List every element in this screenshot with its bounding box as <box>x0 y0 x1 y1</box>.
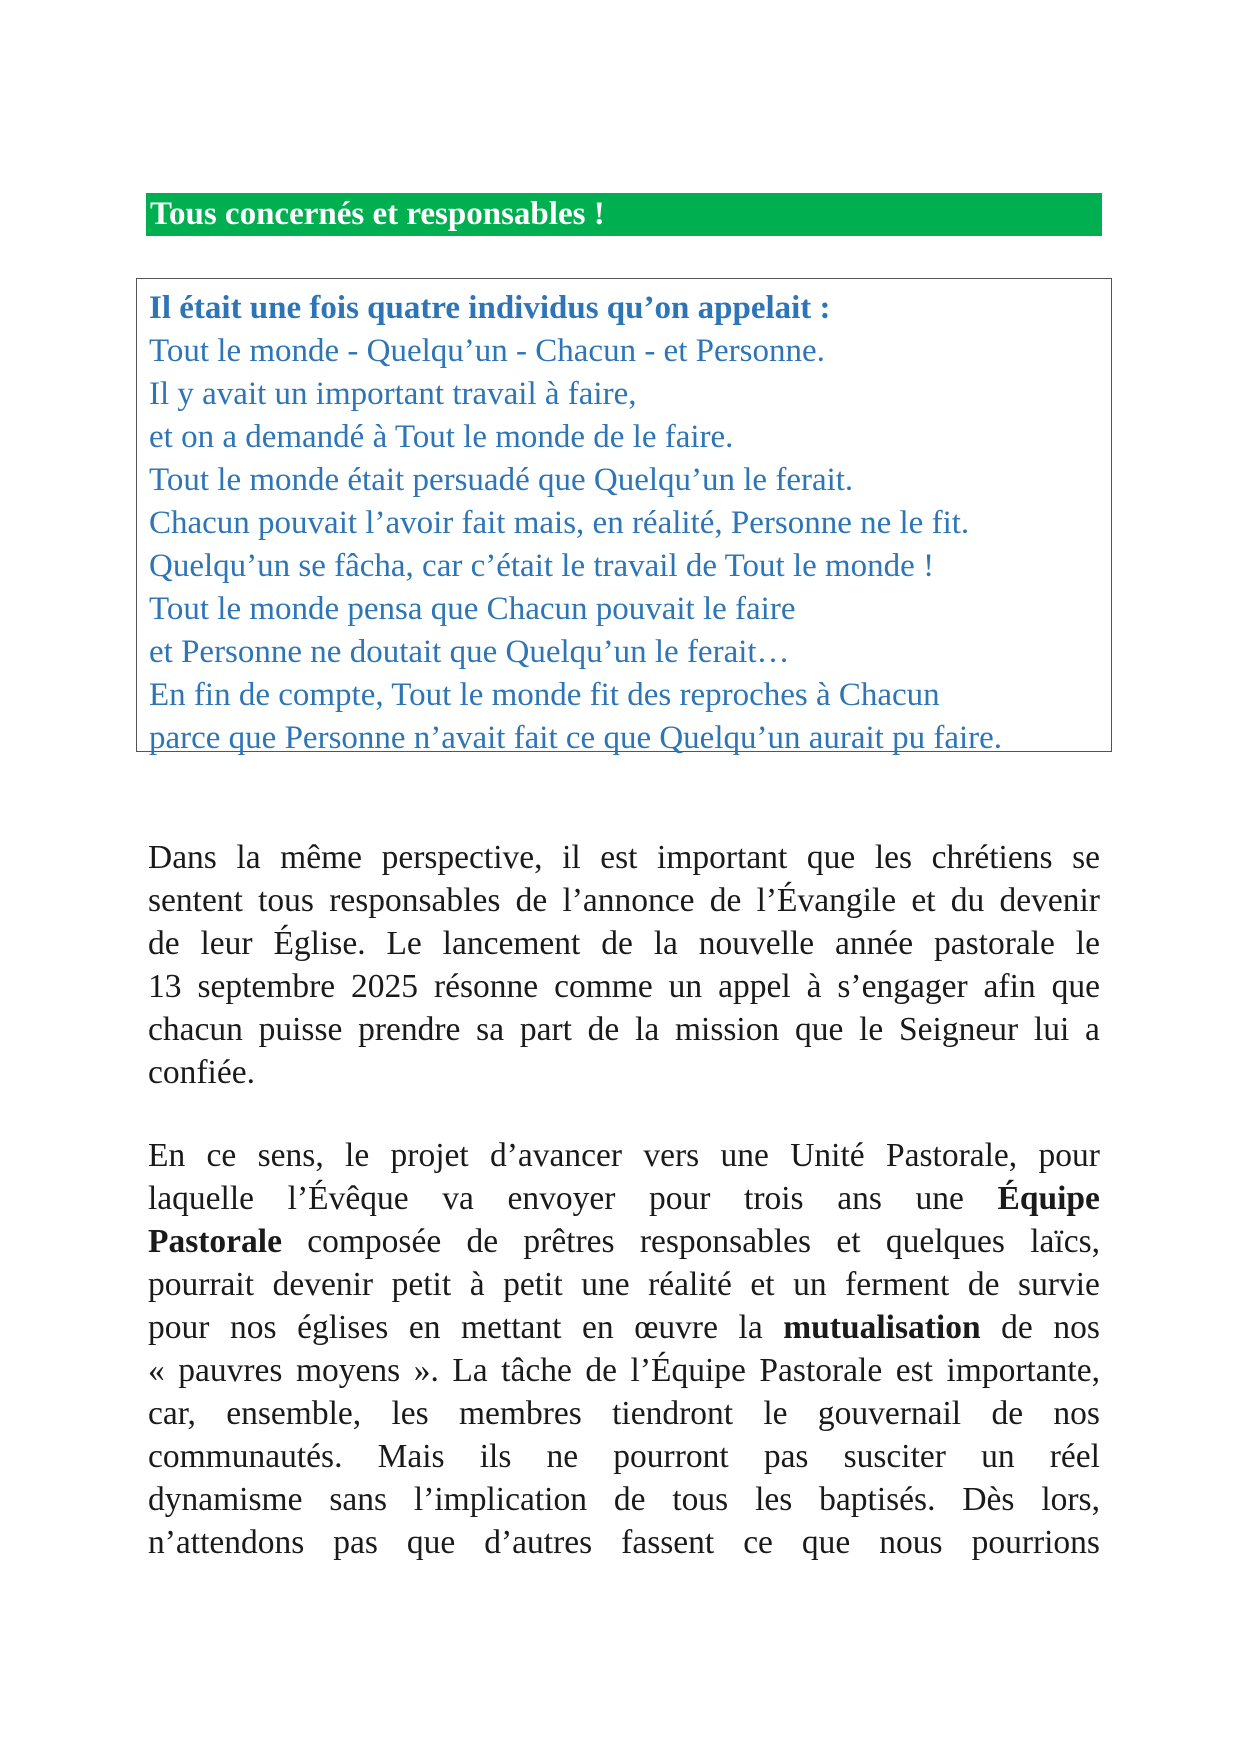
word: ans <box>837 1180 882 1217</box>
word: réalité <box>648 1266 732 1303</box>
word: La <box>452 1352 488 1389</box>
word: En <box>148 1137 186 1174</box>
word: part <box>519 1011 572 1048</box>
story-line: Tout le monde était persuadé que Quelqu’un le ferait. <box>149 462 854 498</box>
word: laquelle <box>148 1180 255 1217</box>
word: les <box>391 1395 429 1432</box>
story-line: et Personne ne doutait que Quelqu’un le ferait… <box>149 634 790 670</box>
word: une <box>915 1180 964 1217</box>
bold-term: Équipe <box>997 1180 1100 1217</box>
word: ensemble, <box>226 1395 362 1432</box>
word: à <box>806 968 822 1005</box>
paragraph-line <box>148 879 1100 922</box>
word: importante, <box>946 1352 1100 1389</box>
word: mettant <box>461 1309 562 1346</box>
word: chrétiens <box>931 839 1053 876</box>
word: que <box>794 1011 844 1048</box>
word: lancement <box>442 925 581 962</box>
story-line: parce que Personne n’avait fait ce que Quelqu’un aurait pu faire. <box>149 720 1003 756</box>
word: baptisés. <box>819 1481 936 1518</box>
story-line: Tout le monde pensa que Chacun pouvait le faire <box>149 591 796 627</box>
word: trois <box>744 1180 804 1217</box>
word: Dans <box>148 839 217 876</box>
word: moyens <box>295 1352 401 1389</box>
word: septembre <box>197 968 336 1005</box>
word: pauvres <box>178 1352 283 1389</box>
word: les <box>874 839 913 876</box>
story-line: et on a demandé à Tout le monde de le faire. <box>149 419 734 455</box>
word: chacun <box>148 1011 243 1048</box>
word: susciter <box>843 1438 946 1475</box>
word: est <box>600 839 638 876</box>
word: Pastorale <box>759 1352 883 1389</box>
paragraph-line <box>148 836 1100 879</box>
word: pourrait <box>148 1266 255 1303</box>
word: de <box>967 1266 1000 1303</box>
word: l’implication <box>413 1481 587 1518</box>
word: ne <box>546 1438 579 1475</box>
word: nous <box>879 1524 943 1561</box>
section-title: Tous concernés et responsables ! <box>150 196 605 232</box>
word: communautés. <box>148 1438 343 1475</box>
word: de <box>466 1223 499 1260</box>
paragraph-line <box>148 1263 1100 1306</box>
word: nouvelle <box>698 925 815 962</box>
word: une <box>581 1266 630 1303</box>
word: devenir <box>272 1266 374 1303</box>
word: églises <box>297 1309 389 1346</box>
word: le <box>345 1137 370 1174</box>
paragraph-line <box>148 1177 1100 1220</box>
word: que <box>1051 968 1100 1005</box>
word: projet <box>390 1137 469 1174</box>
word: un <box>793 1266 827 1303</box>
word: le <box>763 1395 788 1432</box>
bold-term: Pastorale <box>148 1223 282 1260</box>
paragraph-line <box>148 1008 1100 1051</box>
word: que <box>406 1524 456 1561</box>
word: ce <box>743 1524 773 1561</box>
word: n’attendons <box>148 1524 305 1561</box>
word: pastorale <box>933 925 1055 962</box>
word: de <box>585 1352 618 1389</box>
word: œuvre <box>634 1309 718 1346</box>
story-line: En fin de compte, Tout le monde fit des reproches à Chacun <box>149 677 940 713</box>
word: petit <box>391 1266 452 1303</box>
word: de <box>148 925 180 962</box>
story-heading: Il était une fois quatre individus qu’on appelait : <box>149 290 831 326</box>
paragraph-line <box>148 1521 1100 1564</box>
word: mission <box>674 1011 780 1048</box>
story-line: Tout le monde - Quelqu’un - Chacun - et Personne. <box>149 333 825 369</box>
word: ils <box>479 1438 512 1475</box>
word: et <box>750 1266 775 1303</box>
word: gouvernail <box>817 1395 962 1432</box>
word: prêtres <box>523 1223 615 1260</box>
paragraph-line <box>148 1220 1100 1263</box>
word: est <box>895 1352 933 1389</box>
word: 13 <box>148 968 182 1005</box>
section-title-bar <box>146 193 1102 236</box>
word: que <box>806 839 856 876</box>
word: pour <box>1038 1137 1100 1174</box>
word: lors, <box>1041 1481 1100 1518</box>
word: la <box>653 925 678 962</box>
word: de <box>991 1395 1024 1432</box>
paragraph-line <box>148 1478 1100 1521</box>
word: les <box>755 1481 793 1518</box>
word: l’annonce <box>562 882 695 919</box>
word: de <box>601 925 633 962</box>
word: que <box>801 1524 851 1561</box>
word: un <box>668 968 703 1005</box>
word: de <box>613 1481 646 1518</box>
word: quelques <box>885 1223 1005 1260</box>
paragraph-line <box>148 1435 1100 1478</box>
word: afin <box>983 968 1036 1005</box>
word: tous <box>672 1481 729 1518</box>
word: d’autres <box>484 1524 593 1561</box>
paragraph-line <box>148 1134 1100 1177</box>
word: petit <box>503 1266 563 1303</box>
word: à <box>469 1266 485 1303</box>
word: en <box>408 1309 441 1346</box>
word: perspective, <box>381 839 543 876</box>
paragraph-2 <box>148 1134 1100 1564</box>
word: composée <box>307 1223 442 1260</box>
word: et <box>836 1223 861 1260</box>
word: sens, <box>257 1137 324 1174</box>
word: survie <box>1018 1266 1100 1303</box>
word: Pastorale, <box>886 1137 1018 1174</box>
word: l’Équipe <box>630 1352 746 1389</box>
paragraph-line <box>148 1392 1100 1435</box>
word: nos <box>229 1309 277 1346</box>
word: tiendront <box>612 1395 734 1432</box>
word: appel <box>718 968 791 1005</box>
story-line: Quelqu’un se fâcha, car c’était le travail de Tout le monde ! <box>149 548 935 584</box>
paragraph-line <box>148 922 1100 965</box>
word: pourront <box>613 1438 729 1475</box>
story-line: Il y avait un important travail à faire, <box>149 376 637 412</box>
word: va <box>442 1180 474 1217</box>
word: le <box>859 1011 884 1048</box>
word: la <box>635 1011 660 1048</box>
word: 2025 <box>351 968 419 1005</box>
word: sentent <box>148 882 243 919</box>
word: important <box>657 839 788 876</box>
word: envoyer <box>507 1180 616 1217</box>
paragraph-line <box>148 1349 1100 1392</box>
word: la <box>236 839 261 876</box>
word: un <box>981 1438 1015 1475</box>
word: tâche <box>501 1352 572 1389</box>
word: sa <box>476 1011 505 1048</box>
word: Mais <box>377 1438 445 1475</box>
paragraph-1 <box>148 836 1100 1094</box>
word: pourrions <box>971 1524 1100 1561</box>
word: l’Évêque <box>287 1180 409 1217</box>
word: lui <box>1033 1011 1070 1048</box>
paragraph-line <box>148 1306 1100 1349</box>
word: car, <box>148 1395 196 1432</box>
word: Seigneur <box>899 1011 1019 1048</box>
word: Église. <box>273 925 366 962</box>
word: se <box>1072 839 1100 876</box>
word: l’Évangile <box>756 882 897 919</box>
word: s’engager <box>837 968 968 1005</box>
story-line: Chacun pouvait l’avoir fait mais, en réalité, Personne ne le fit. <box>149 505 970 541</box>
word: réel <box>1049 1438 1100 1475</box>
word: nos <box>1053 1309 1100 1346</box>
word: tous <box>258 882 314 919</box>
word: pour <box>148 1309 210 1346</box>
word: pas <box>333 1524 378 1561</box>
word: prendre <box>358 1011 461 1048</box>
story-box <box>136 278 1112 756</box>
word: pas <box>763 1438 809 1475</box>
word: année <box>835 925 914 962</box>
word: « <box>148 1352 165 1389</box>
word: et <box>911 882 936 919</box>
word: membres <box>458 1395 582 1432</box>
word: devenir <box>999 882 1100 919</box>
word: ferment <box>845 1266 950 1303</box>
word: dynamisme <box>148 1481 303 1518</box>
word: comme <box>554 968 653 1005</box>
word: du <box>950 882 985 919</box>
word: même <box>280 839 363 876</box>
paragraph-line: confiée. <box>148 1054 255 1091</box>
word: de <box>1001 1309 1033 1346</box>
word: il <box>562 839 581 876</box>
word: responsables <box>639 1223 812 1260</box>
word: vers <box>643 1137 700 1174</box>
word: responsables <box>329 882 501 919</box>
word: de <box>515 882 548 919</box>
word: d’avancer <box>490 1137 623 1174</box>
word: de <box>709 882 742 919</box>
word: le <box>1075 925 1100 962</box>
word: puisse <box>258 1011 343 1048</box>
word: sans <box>329 1481 388 1518</box>
word: en <box>582 1309 614 1346</box>
word: ». <box>413 1352 439 1389</box>
word: a <box>1085 1011 1100 1048</box>
word: nos <box>1053 1395 1100 1432</box>
word: laïcs, <box>1030 1223 1100 1260</box>
word: fassent <box>621 1524 715 1561</box>
word: pour <box>648 1180 711 1217</box>
bold-term: mutualisation <box>783 1309 981 1346</box>
word: la <box>738 1309 763 1346</box>
word: une <box>720 1137 769 1174</box>
word: Unité <box>790 1137 865 1174</box>
word: ce <box>206 1137 237 1174</box>
paragraph-line <box>148 965 1100 1008</box>
word: Le <box>386 925 422 962</box>
word: Dès <box>962 1481 1015 1518</box>
word: leur <box>200 925 253 962</box>
word: résonne <box>433 968 539 1005</box>
word: de <box>587 1011 620 1048</box>
